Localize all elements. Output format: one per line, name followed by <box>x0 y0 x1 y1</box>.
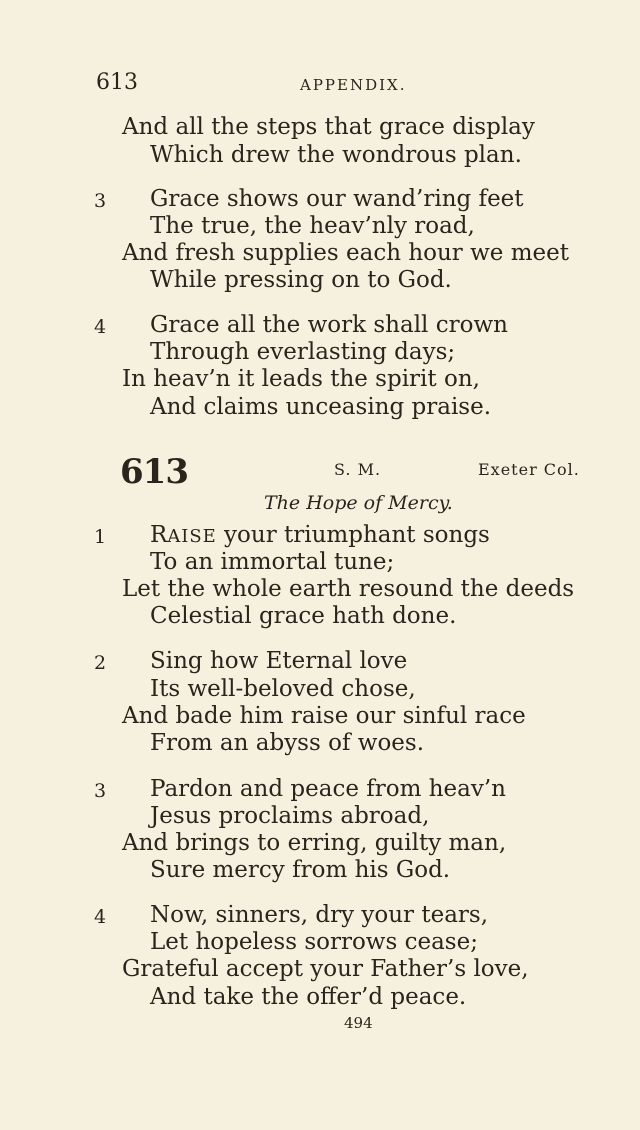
verse-line: And claims unceasing praise. <box>150 394 492 420</box>
verse-line: Grace all the work shall crown <box>150 312 508 338</box>
verse-line: Grace shows our wand’ring feet <box>150 186 524 212</box>
verse-line: Let hopeless sorrows cease; <box>150 929 478 955</box>
verse-line: Let the whole earth resound the deeds <box>122 576 575 602</box>
verse-line: And brings to erring, guilty man, <box>122 830 507 856</box>
verse-line: Through everlasting days; <box>150 339 456 365</box>
verse-line: To an immortal tune; <box>150 549 395 575</box>
verse-line: In heav’n it leads the spirit on, <box>122 366 480 392</box>
verse-number: 1 <box>94 526 107 548</box>
drop-word-initial: R <box>150 522 168 548</box>
hymn-tune: Exeter Col. <box>478 460 580 479</box>
verse-line: From an abyss of woes. <box>150 730 425 756</box>
hymn-title: The Hope of Mercy. <box>264 492 453 514</box>
verse-line: Now, sinners, dry your tears, <box>150 902 489 928</box>
verse-line: While pressing on to God. <box>150 267 452 293</box>
verse-line: Celestial grace hath done. <box>150 603 457 629</box>
hymn-meter: S. M. <box>334 460 382 479</box>
first-line-rest: your triumphant songs <box>216 522 490 548</box>
running-title: APPENDIX. <box>300 76 407 94</box>
verse-number: 2 <box>94 652 107 674</box>
verse-number: 4 <box>94 906 107 928</box>
verse-number: 3 <box>94 190 107 212</box>
page-number: 494 <box>344 1014 373 1032</box>
verse-line: Pardon and peace from heav’n <box>150 776 506 802</box>
hymn-number: 613 <box>120 452 188 492</box>
verse-line: Sure mercy from his God. <box>150 857 451 883</box>
verse-number: 3 <box>94 780 107 802</box>
verse-line-first <box>150 522 490 548</box>
verse-line: And fresh supplies each hour we meet <box>122 240 569 266</box>
verse-line: The true, the heav’nly road, <box>150 213 475 239</box>
verse-line: Jesus proclaims abroad, <box>150 803 430 829</box>
verse-line: And take the offer’d peace. <box>150 984 467 1010</box>
running-hymn-number: 613 <box>96 70 138 95</box>
verse-number: 4 <box>94 316 107 338</box>
verse-line: Which drew the wondrous plan. <box>150 142 522 168</box>
verse-line: Grateful accept your Father’s love, <box>122 956 529 982</box>
drop-word-rest: AISE <box>167 526 217 547</box>
verse-line: Its well-beloved chose, <box>150 676 416 702</box>
verse-line: Sing how Eternal love <box>150 648 408 674</box>
verse-line: And bade him raise our sinful race <box>122 703 526 729</box>
verse-line: And all the steps that grace display <box>122 114 535 140</box>
